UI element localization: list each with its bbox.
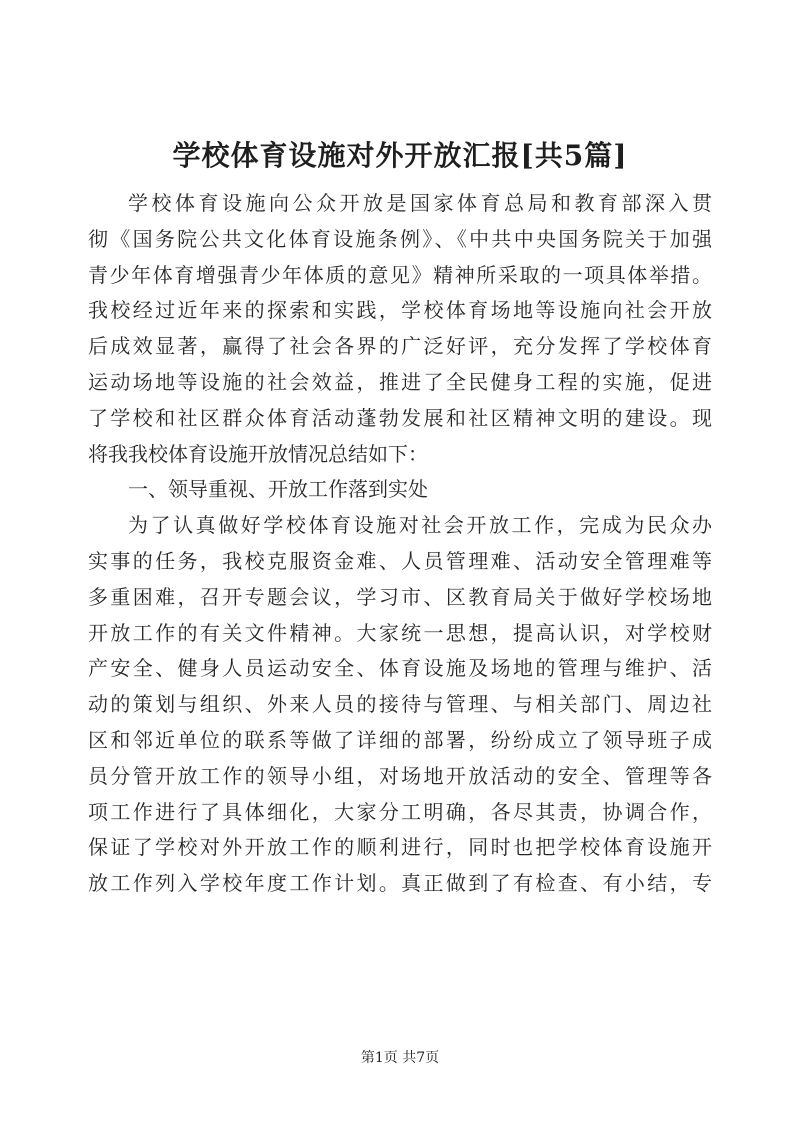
paragraph-line: 学校体育设施向公众开放是国家体育总局和教育部深入贯 [128, 191, 712, 215]
paragraph-line: 彻《国务院公共文化体育设施条例》、《中共中央国务院关于加强 [88, 226, 712, 251]
paragraph-line: 放工作列入学校年度工作计划。真正做到了有检查、有小结，专 [88, 871, 712, 896]
paragraph-line: 了学校和社区群众体育活动蓬勃发展和社区精神文明的建设。现 [88, 405, 712, 430]
paragraph-line: 将我我校体育设施开放情况总结如下： [88, 441, 428, 466]
document-body [88, 186, 712, 902]
paragraph-line: 动的策划与组织、外来人员的接待与管理、与相关部门、周边社 [88, 692, 712, 717]
paragraph-line: 青少年体育增强青少年体质的意见》精神所采取的一项具体举措。 [88, 262, 712, 287]
page-number-footer: 第1页 共7页 [360, 1050, 440, 1066]
paragraph-line: 开放工作的有关文件精神。大家统一思想，提高认识，对学校财 [88, 620, 712, 645]
paragraph-line: 为了认真做好学校体育设施对社会开放工作，完成为民众办 [128, 513, 712, 538]
paragraph-line: 区和邻近单位的联系等做了详细的部署，纷纷成立了领导班子成 [88, 727, 712, 752]
paragraph-line: 多重困难，召开专题会议，学习市、区教育局关于做好学校场地 [88, 584, 712, 609]
paragraph-line: 产安全、健身人员运动安全、体育设施及场地的管理与维护、活 [88, 656, 712, 681]
paragraph-line: 后成效显著，赢得了社会各界的广泛好评，充分发挥了学校体育 [88, 334, 712, 359]
paragraph-line: 实事的任务，我校克服资金难、人员管理难、活动安全管理难等 [88, 548, 712, 573]
paragraph-line: 员分管开放工作的领导小组，对场地开放活动的安全、管理等各 [88, 763, 712, 788]
paragraph-line: 运动场地等设施的社会效益，推进了全民健身工程的实施，促进 [88, 369, 712, 394]
paragraph-line: 项工作进行了具体细化，大家分工明确，各尽其责，协调合作， [88, 799, 712, 824]
paragraph-line: 我校经过近年来的探索和实践，学校体育场地等设施向社会开放 [88, 298, 712, 323]
section-heading: 一、领导重视、开放工作落到实处 [128, 477, 428, 502]
document-title: 学校体育设施对外开放汇报[共5篇] [172, 139, 628, 172]
paragraph-line: 保证了学校对外开放工作的顺利进行，同时也把学校体育设施开 [88, 835, 712, 860]
